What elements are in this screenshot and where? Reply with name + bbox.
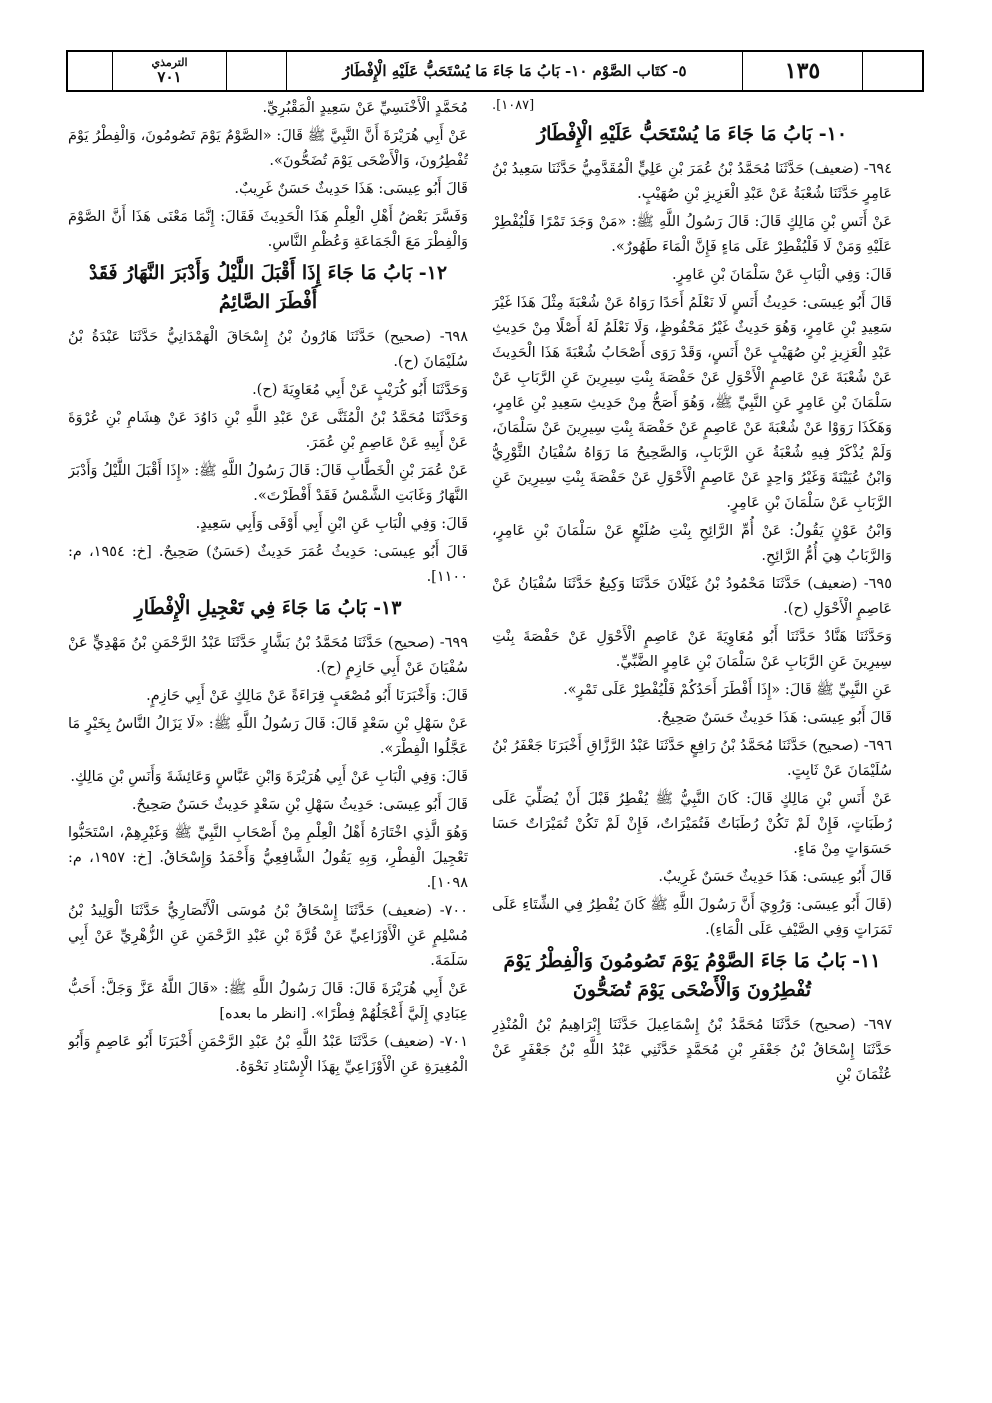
- hadith-paragraph: عَنْ أَنَسِ بْنِ مَالِكٍ قَالَ: قَالَ رَسُولُ اللَّهِ ﷺ: «مَنْ وَجَدَ تَمْرًا فَلْيُفْطِرْ عَلَيْهِ وَمَنْ لَا فَلْيُفْطِرْ عَلَى مَاءٍ فَإِنَّ الْمَاءَ طَهُورٌ».: [492, 214, 892, 255]
- hadith-paragraph: ٦٩٦- (صحيح) حَدَّثَنَا مُحَمَّدُ بْنُ رَافِعٍ حَدَّثَنَا عَبْدُ الرَّزَّاقِ أَخْبَرَنَا جَعْفَرُ بْنُ سُلَيْمَانَ عَنْ ثَابِتٍ.: [492, 738, 892, 779]
- left-text-column: [68, 96, 468, 1271]
- hadith-paragraph: قَالَ أَبُو عِيسَى: هَذَا حَدِيثٌ حَسَنٌ صَحِيحٌ.: [656, 710, 892, 726]
- hadith-paragraph: عَنْ أَبِي هُرَيْرَةَ قَالَ: قَالَ رَسُولُ اللَّهِ ﷺ: «قَالَ اللَّهُ عَزَّ وَجَلَّ: أَحَبُّ عِبَادِي إِلَيَّ أَعْجَلُهُمْ فِطْرًا». [انظر ما بعده]: [68, 981, 468, 1022]
- hadith-paragraph: ٧٠٠- (ضعيف) حَدَّثَنَا إِسْحَاقُ بْنُ مُوسَى الْأَنْصَارِيُّ حَدَّثَنَا الْوَلِيدُ بْنُ مُسْلِمٍ عَنِ الْأَوْزَاعِيِّ عَنْ قُرَّةَ بْنِ عَبْدِ الرَّحْمَنِ عَنِ الزُّهْرِيِّ عَنْ أَبِي سَلَمَةَ.: [68, 903, 468, 969]
- hadith-paragraph: ٧٠١- (ضعيف) حَدَّثَنَا عَبْدُ اللَّهِ بْنُ عَبْدِ الرَّحْمَنِ أَخْبَرَنَا أَبُو عَاصِمٍ وَأَبُو الْمُغِيرَةِ عَنِ الْأَوْزَاعِيِّ بِهَذَا الْإِسْنَادِ نَحْوَهُ.: [68, 1034, 468, 1075]
- header-empty-cell: [68, 52, 112, 90]
- hadith-paragraph: وَحَدَّثَنَا هَنَّادٌ حَدَّثَنَا أَبُو مُعَاوِيَةَ عَنْ عَاصِمٍ الْأَحْوَلِ عَنْ حَفْصَةَ بِنْتِ سِيرِينَ عَنِ الرَّبَابِ عَنْ سَلْمَانَ بْنِ عَامِرٍ الضَّبِّيِّ.: [492, 629, 892, 670]
- chapter-heading: ١٣- بَابُ مَا جَاءَ فِي تَعْجِيلِ الْإِفْطَارِ: [134, 597, 402, 619]
- page-number: ١٣٥: [742, 52, 862, 90]
- hadith-paragraph: وَفَسَّرَ بَعْضُ أَهْلِ الْعِلْمِ هَذَا الْحَدِيثَ فَقَالَ: إِنَّمَا مَعْنَى هَذَا أَنَّ الصَّوْمَ وَالْفِطْرَ مَعَ الْجَمَاعَةِ وَعُظْمِ النَّاسِ.: [68, 209, 468, 250]
- hadith-paragraph: قَالَ: وَفِي الْبَابِ عَنِ ابْنِ أَبِي أَوْفَى وَأَبِي سَعِيدٍ.: [195, 516, 468, 532]
- hadith-paragraph: وَحَدَّثَنَا أَبُو كُرَيْبٍ عَنْ أَبِي مُعَاوِيَةَ (ح).: [252, 382, 468, 398]
- hadith-paragraph: قَالَ: وَفِي الْبَابِ عَنْ أَبِي هُرَيْرَةَ وَابْنِ عَبَّاسٍ وَعَائِشَةَ وَأَنَسِ بْنِ مَالِكٍ.: [70, 769, 468, 785]
- hadith-paragraph: عَنْ أَبِي هُرَيْرَةَ أَنَّ النَّبِيَّ ﷺ قَالَ: «الصَّوْمُ يَوْمَ تَصُومُونَ، وَالْفِطْرُ يَوْمَ تُفْطِرُونَ، وَالْأَضْحَى يَوْمَ تُضَحُّونَ».: [68, 128, 468, 169]
- reference-note: [١٠٨٧].: [492, 98, 535, 113]
- hadith-paragraph: وَهُوَ الَّذِي اخْتَارَهُ أَهْلُ الْعِلْمِ مِنْ أَصْحَابِ النَّبِيِّ ﷺ وَغَيْرِهِمْ، اسْتَحَبُّوا تَعْجِيلَ الْفِطْرِ، وَبِهِ يَقُولُ الشَّافِعِيُّ وَأَحْمَدُ وَإِسْحَاقُ. [خ: ١٩٥٧، م: ١٠٩٨].: [68, 825, 468, 891]
- header-empty-cell: [862, 52, 922, 90]
- chapter-heading: ١٠- بَابُ مَا جَاءَ مَا يُسْتَحَبُّ عَلَيْهِ الْإِفْطَارُ: [536, 123, 848, 145]
- hadith-paragraph: قَالَ: وَأَخْبَرَنَا أَبُو مُصْعَبٍ قِرَاءَةً عَنْ مَالِكٍ عَنْ أَبِي حَازِمٍ.: [146, 688, 468, 704]
- chapter-heading: ١٢- بَابُ مَا جَاءَ إِذَا أَقْبَلَ اللَّيْلُ وَأَدْبَرَ النَّهَارُ فَقَدْ أَفْطَرَ الصَّائِمُ: [88, 262, 448, 313]
- hadith-paragraph: قَالَ أَبُو عِيسَى: حَدِيثُ عُمَرَ حَدِيثٌ (حَسَنٌ) صَحِيحٌ. [خ: ١٩٥٤، م: ١١٠٠].: [68, 544, 468, 585]
- header-book-name: الترمذي: [151, 55, 188, 69]
- chapter-heading: ١١- بَابُ مَا جَاءَ الصَّوْمُ يَوْمَ تَصُومُونَ وَالْفِطْرُ يَوْمَ تُفْطِرُونَ وَالْأَضْحَى يَوْمَ تُضَحُّونَ: [503, 950, 881, 1001]
- hadith-paragraph: قَالَ أَبُو عِيسَى: حَدِيثُ أَنَسٍ لَا نَعْلَمُ أَحَدًا رَوَاهُ عَنْ شُعْبَةَ مِثْلَ هَذَا غَيْرَ سَعِيدِ بْنِ عَامِرٍ، وَهُوَ حَدِيثٌ غَيْرُ مَحْفُوظٍ، وَلَا نَعْلَمُ لَهُ أَصْلًا مِنْ حَدِيثِ عَبْدِ الْعَزِيزِ بْنِ صُهَيْبٍ عَنْ أَنَسٍ، وَقَدْ رَوَى أَصْحَابُ شُعْبَةَ هَذَا الْحَدِيثَ عَنْ شُعْبَةَ عَنْ عَاصِمٍ الْأَحْوَلِ عَنْ حَفْصَةَ بِنْتِ سِيرِينَ عَنِ الرَّبَابِ عَنْ سَلْمَانَ بْنِ عَامِرٍ عَنِ النَّبِيِّ ﷺ، وَهُوَ أَصَحُّ مِنْ حَدِيثِ سَعِيدِ بْنِ عَامِرٍ، وَهَكَذَا رَوَوْا عَنْ شُعْبَةَ عَنْ عَاصِمٍ عَنْ حَفْصَةَ بِنْتِ سِيرِينَ عَنْ سَلْمَانَ، وَلَمْ يُذْكَرْ فِيهِ شُعْبَةُ عَنِ الرَّبَابِ، وَالصَّحِيحُ مَا رَوَاهُ سُفْيَانُ الثَّوْرِيُّ وَابْنُ عُيَيْنَةَ وَغَيْرُ وَاحِدٍ عَنْ عَاصِمٍ الْأَحْوَلِ عَنْ حَفْصَةَ بِنْتِ سِيرِينَ عَنِ الرَّبَابِ عَنْ سَلْمَانَ بْنِ عَامِرٍ.: [492, 295, 892, 511]
- hadith-paragraph: ٦٩٩- (صحيح) حَدَّثَنَا مُحَمَّدُ بْنُ بَشَّارٍ حَدَّثَنَا عَبْدُ الرَّحْمَنِ بْنُ مَهْدِيٍّ عَنْ سُفْيَانَ عَنْ أَبِي حَازِمٍ (ح).: [68, 635, 468, 676]
- hadith-paragraph: ٦٩٤- (ضعيف) حَدَّثَنَا مُحَمَّدُ بْنُ عُمَرَ بْنِ عَلِيٍّ الْمُقَدَّمِيُّ حَدَّثَنَا سَعِيدُ بْنُ عَامِرٍ حَدَّثَنَا شُعْبَةُ عَنْ عَبْدِ الْعَزِيزِ بْنِ صُهَيْبٍ.: [492, 161, 892, 202]
- hadith-paragraph: قَالَ: وَفِي الْبَابِ عَنْ سَلْمَانَ بْنِ عَامِرٍ.: [672, 267, 892, 283]
- continued-text: مُحَمَّدٍ الْأَخْنَسِيِّ عَنْ سَعِيدٍ الْمَقْبُرِيِّ.: [262, 100, 468, 116]
- right-text-column: [492, 96, 892, 1261]
- header-book-number: ٧٠١: [157, 67, 182, 86]
- hadith-paragraph: ٦٩٧- (صحيح) حَدَّثَنَا مُحَمَّدُ بْنُ إِسْمَاعِيلَ حَدَّثَنَا إِبْرَاهِيمُ بْنُ الْمُنْذِرِ حَدَّثَنَا إِسْحَاقُ بْنُ جَعْفَرِ بْنِ مُحَمَّدٍ حَدَّثَنِي عَبْدُ اللَّهِ بْنُ جَعْفَرٍ عَنْ عُثْمَانَ بْنِ: [492, 1017, 892, 1083]
- hadith-paragraph: وَحَدَّثَنَا مُحَمَّدُ بْنُ الْمُثَنَّى عَنْ عَبْدِ اللَّهِ بْنِ دَاوُدَ عَنْ هِشَامِ بْنِ عُرْوَةَ عَنْ أَبِيهِ عَنْ عَاصِمِ بْنِ عُمَرَ.: [68, 410, 468, 451]
- header-empty-cell: [226, 52, 286, 90]
- hadith-paragraph: (قَالَ أَبُو عِيسَى: وَرُوِيَ أَنَّ رَسُولَ اللَّهِ ﷺ كَانَ يُفْطِرُ فِي الشِّتَاءِ عَلَى تَمَرَاتٍ وَفِي الصَّيْفِ عَلَى الْمَاءِ).: [492, 897, 892, 938]
- hadith-paragraph: ٦٩٥- (ضعيف) حَدَّثَنَا مَحْمُودُ بْنُ غَيْلَانَ حَدَّثَنَا وَكِيعٌ حَدَّثَنَا سُفْيَانُ عَنْ عَاصِمٍ الْأَحْوَلِ (ح).: [492, 576, 892, 617]
- running-header: [66, 50, 924, 92]
- hadith-paragraph: عَنْ سَهْلِ بْنِ سَعْدٍ قَالَ: قَالَ رَسُولُ اللَّهِ ﷺ: «لَا يَزَالُ النَّاسُ بِخَيْرٍ مَا عَجَّلُوا الْفِطْرَ».: [68, 716, 468, 757]
- hadith-paragraph: قَالَ أَبُو عِيسَى: هَذَا حَدِيثٌ حَسَنٌ غَرِيبٌ.: [234, 181, 468, 197]
- header-chapter-title: ٥- كتَاب الصَّوْم ١٠- بَابُ مَا جَاءَ مَا يُسْتَحَبُّ عَلَيْهِ الْإِفْطَارُ: [286, 52, 742, 90]
- hadith-paragraph: عَنْ أَنَسِ بْنِ مَالِكٍ قَالَ: كَانَ النَّبِيُّ ﷺ يُفْطِرُ قَبْلَ أَنْ يُصَلِّيَ عَلَى رُطَبَاتٍ، فَإِنْ لَمْ تَكُنْ رُطَبَاتٌ فَتُمَيْرَاتٌ، فَإِنْ لَمْ تَكُنْ تُمَيْرَاتٌ حَسَا حَسَوَاتٍ مِنْ مَاءٍ.: [492, 791, 892, 857]
- hadith-paragraph: وَابْنُ عَوْنٍ يَقُولُ: عَنْ أُمِّ الرَّائِحِ بِنْتِ صُلَيْعٍ عَنْ سَلْمَانَ بْنِ عَامِرٍ، وَالرَّبَابُ هِيَ أُمُّ الرَّائِحِ.: [492, 523, 892, 564]
- hadith-paragraph: قَالَ أَبُو عِيسَى: حَدِيثُ سَهْلِ بْنِ سَعْدٍ حَدِيثٌ حَسَنٌ صَحِيحٌ.: [131, 797, 468, 813]
- hadith-paragraph: قَالَ أَبُو عِيسَى: هَذَا حَدِيثٌ حَسَنٌ غَرِيبٌ.: [658, 869, 892, 885]
- hadith-paragraph: عَنْ عُمَرَ بْنِ الْخَطَّابِ قَالَ: قَالَ رَسُولُ اللَّهِ ﷺ: «إِذَا أَقْبَلَ اللَّيْلُ وَأَدْبَرَ النَّهَارُ وَغَابَتِ الشَّمْسُ فَقَدْ أَفْطَرْتَ».: [68, 463, 468, 504]
- hadith-paragraph: ٦٩٨- (صحيح) حَدَّثَنَا هَارُونُ بْنُ إِسْحَاقَ الْهَمْدَانِيُّ حَدَّثَنَا عَبْدَةُ بْنُ سُلَيْمَانَ (ح).: [68, 329, 468, 370]
- hadith-paragraph: عَنِ النَّبِيِّ ﷺ قَالَ: «إِذَا أَفْطَرَ أَحَدُكُمْ فَلْيُفْطِرْ عَلَى تَمْرٍ».: [563, 682, 892, 698]
- header-book-cell: [112, 52, 226, 90]
